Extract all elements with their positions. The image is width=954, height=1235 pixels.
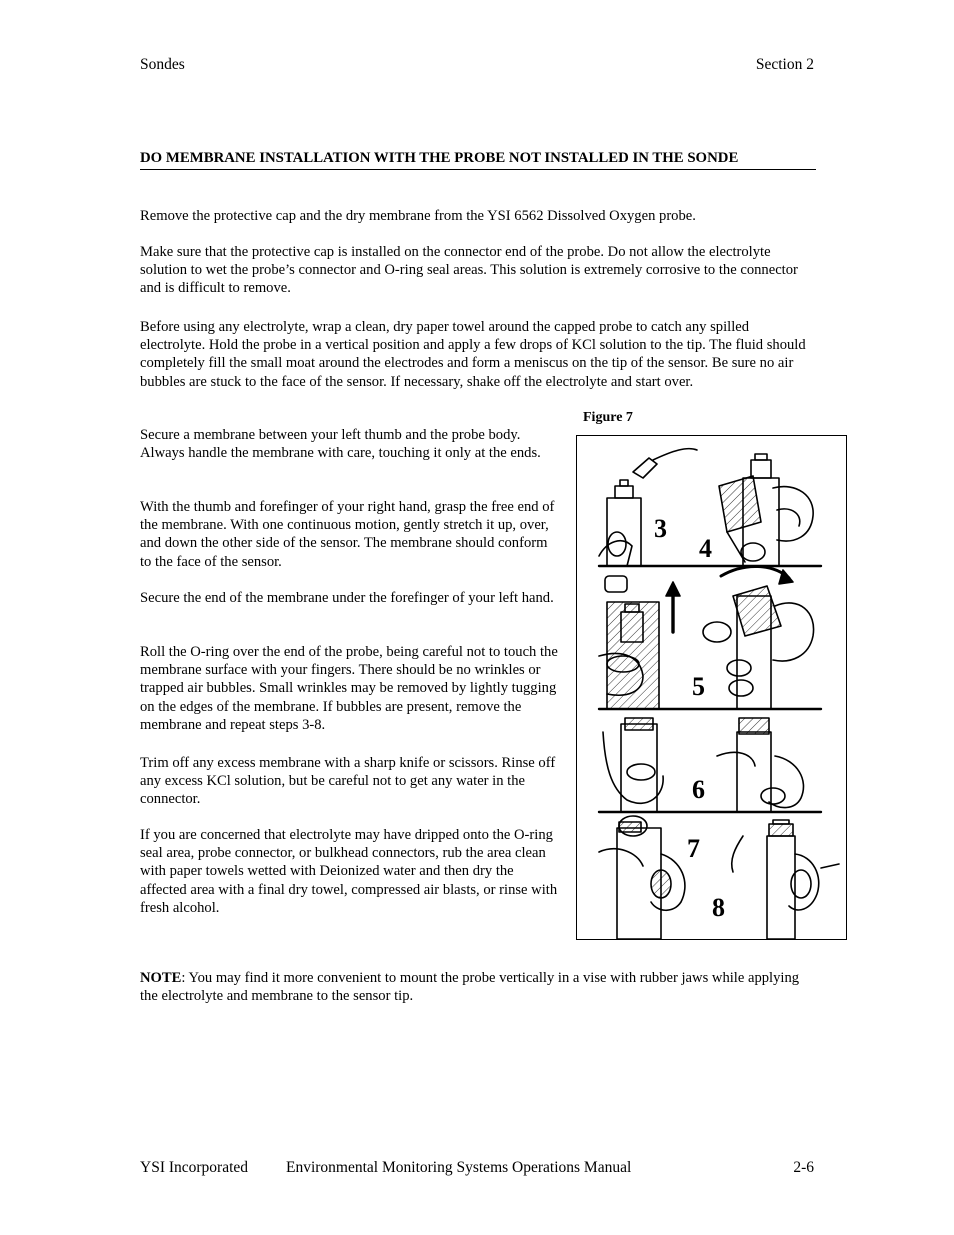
section-heading: DO MEMBRANE INSTALLATION WITH THE PROBE NOT INSTALLED IN THE SONDE	[140, 149, 816, 170]
paragraph-stretch-membrane: With the thumb and forefinger of your right hand, grasp the free end of the membrane. With one continuous motion, gently stretch it up, over, and down the other side of the sensor. The membrane should conform to the face of the sensor.	[140, 499, 555, 570]
paragraph-remove-cap: Remove the protective cap and the dry membrane from the YSI 6562 Dissolved Oxygen probe.	[140, 208, 696, 224]
header-right: Section 2	[755, 56, 814, 73]
step-4-drawing	[719, 454, 813, 566]
paragraph-secure-end: Secure the end of the membrane under the forefinger of your left hand.	[140, 590, 554, 606]
step-label-6: 6	[692, 775, 705, 804]
figure-7-illustration	[576, 435, 847, 940]
step-3-drawing	[599, 449, 697, 566]
step-label-5: 5	[692, 672, 705, 701]
paragraph-trim-membrane: Trim off any excess membrane with a sharp knife or scissors. Rinse off any excess KCl solution, but be careful not to get any water in the connector.	[140, 755, 556, 808]
paragraph-secure-membrane: Secure a membrane between your left thumb and the probe body. Always handle the membrane with care, touching it only at the ends.	[140, 427, 541, 462]
note-paragraph	[140, 969, 816, 1005]
paragraph-o-ring: Roll the O-ring over the end of the probe, being careful not to touch the membrane surface with your fingers. There should be no wrinkles or trapped air bubbles. Small wrinkles may be removed by lightly tugging on the edges of the membrane. If bubbles are present, remove the membrane and repeat steps 3-8.	[140, 644, 558, 733]
footer-manual-title: Environmental Monitoring Systems Operations Manual	[286, 1159, 632, 1176]
paragraph-electrolyte: Before using any electrolyte, wrap a clean, dry paper towel around the capped probe to catch any spilled electrolyte. Hold the probe in a vertical position and apply a few drops of KCl solution to the tip. The fluid should completely fill the small moat around the electrodes and form a meniscus on the tip of the sensor. Be sure no air bubbles are stuck to the face of the sensor. If necessary, shake off the electrolyte and start over.	[140, 319, 806, 390]
paragraph-protective-cap: Make sure that the protective cap is installed on the connector end of the probe. Do not allow the electrolyte solution to wet the probe’s connector and O-ring seal areas. This solution is extremely corrosive to the connector and is difficult to remove.	[140, 244, 798, 297]
step-8-drawing	[732, 820, 839, 939]
step-5-right-drawing	[703, 566, 814, 709]
footer-page-number: 2-6	[793, 1159, 814, 1176]
step-5-left-drawing	[599, 576, 680, 709]
note-text: : You may find it more convenient to mount the probe vertically in a vise with rubber jaws while applying the electrolyte and membrane to the sensor tip.	[140, 970, 800, 1005]
membrane-steps-drawing	[577, 436, 846, 939]
step-label-4: 4	[699, 534, 712, 563]
header-left: Sondes	[140, 56, 185, 73]
step-label-7: 7	[687, 834, 700, 863]
step-label-8: 8	[712, 893, 725, 922]
step-label-3: 3	[654, 514, 667, 543]
figure-caption: Figure 7	[583, 410, 633, 425]
note-label: NOTE	[140, 970, 182, 986]
paragraph-clean-area: If you are concerned that electrolyte may have dripped onto the O-ring seal area, probe connector, or bulkhead connectors, rub the area clean with paper towels wetted with Deionized water and then dry the affected area with a final dry towel, compressed air blasts, or rinse with fresh alcohol.	[140, 827, 558, 916]
step-7-drawing	[599, 816, 685, 939]
footer-company: YSI Incorporated	[140, 1159, 249, 1176]
